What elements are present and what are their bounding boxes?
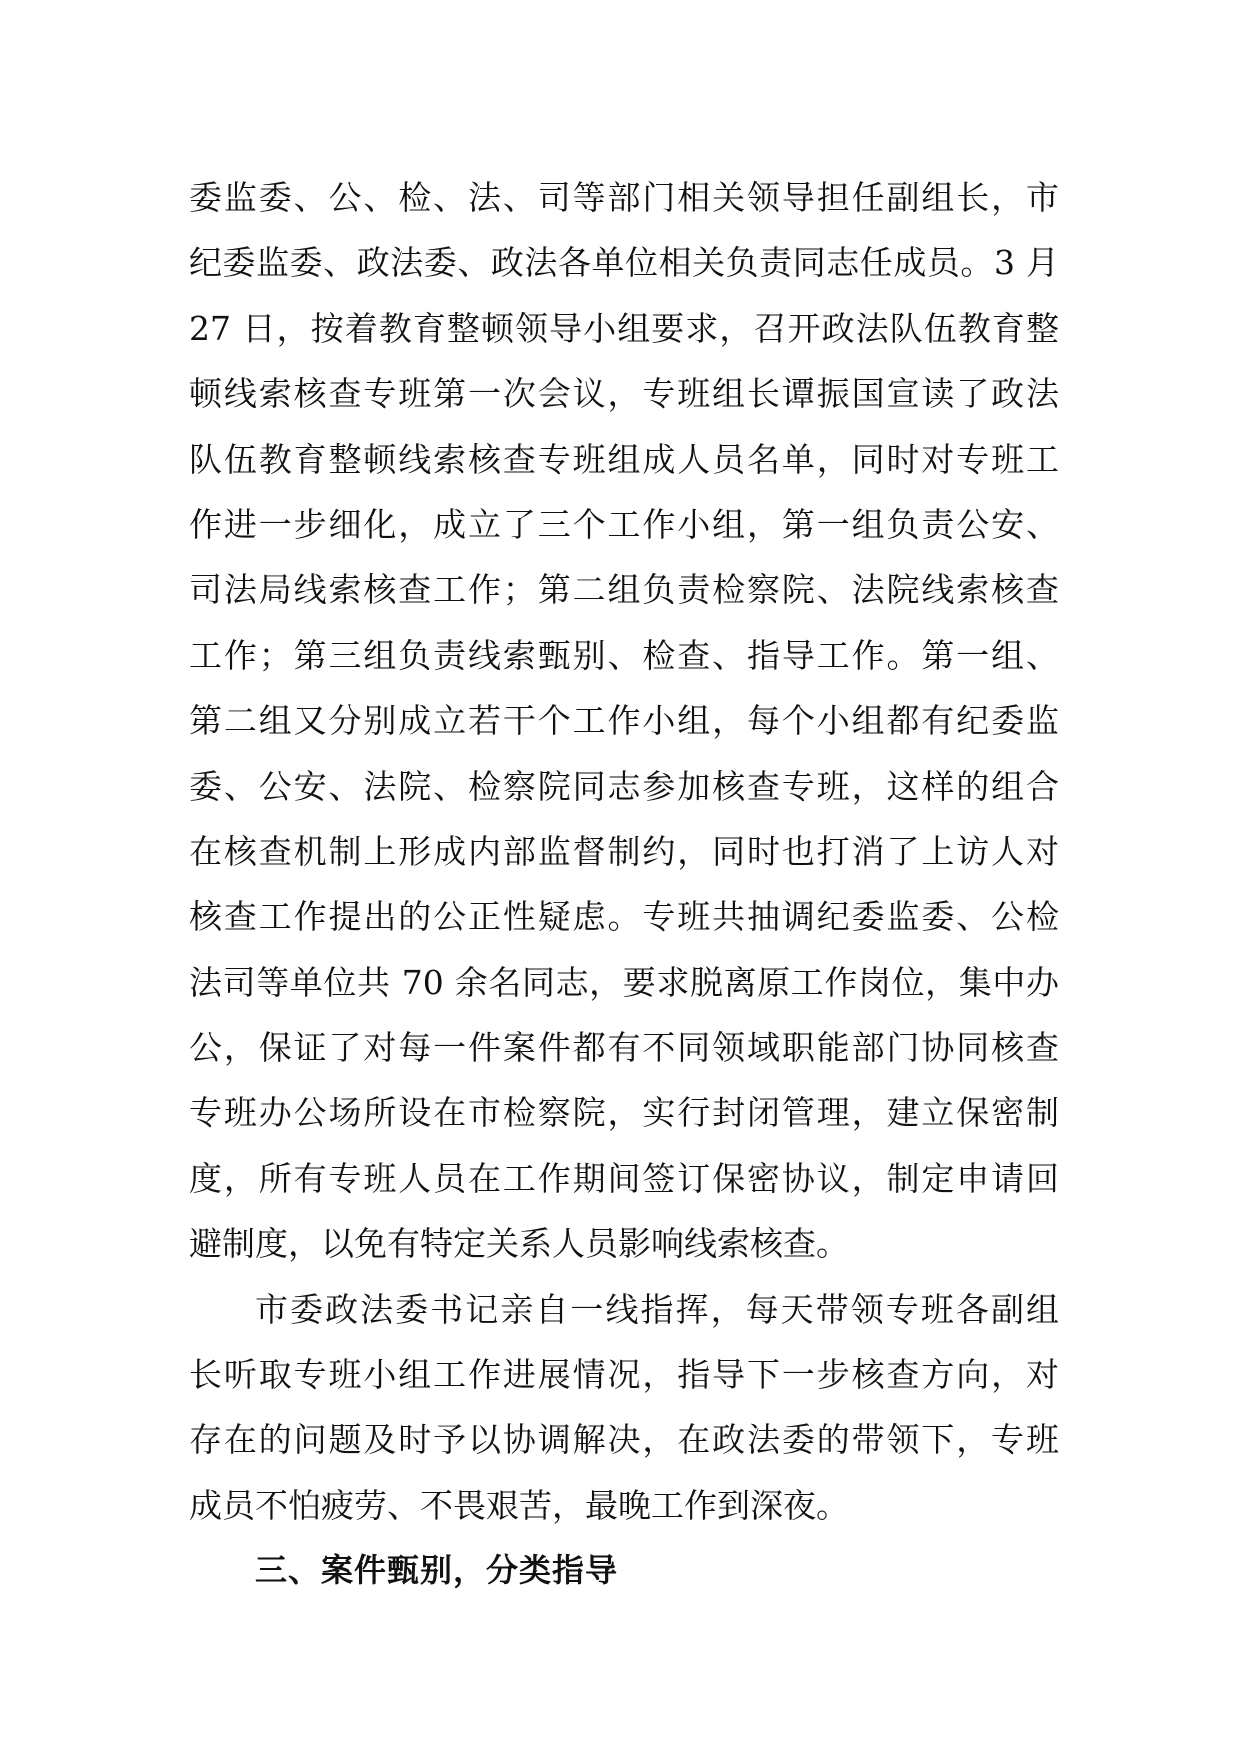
text-line: 公，保证了对每一件案件都有不同领域职能部门协同核查 xyxy=(189,1028,1059,1068)
text-line: 工作；第三组负责线索甄别、检查、指导工作。第一组、 xyxy=(189,635,1059,675)
text-line: 避制度，以免有特定关系人员影响线索核查。 xyxy=(189,1224,849,1264)
document-body xyxy=(189,165,1059,1604)
text-line: 顿线索核查专班第一次会议，专班组长谭振国宣读了政法 xyxy=(189,374,1059,414)
text-line: 第二组又分别成立若干个工作小组，每个小组都有纪委监 xyxy=(189,701,1059,741)
text-line: 队伍教育整顿线索核查专班组成人员名单，同时对专班工 xyxy=(189,439,1059,479)
text-line: 作进一步细化，成立了三个工作小组，第一组负责公安、 xyxy=(189,504,1059,544)
text-line: 市委政法委书记亲自一线指挥，每天带领专班各副组 xyxy=(255,1289,1059,1329)
text-line: 27 日，按着教育整顿领导小组要求，召开政法队伍教育整 xyxy=(189,308,1059,348)
text-line: 司法局线索核查工作；第二组负责检察院、法院线索核查 xyxy=(189,570,1059,610)
text-line: 度，所有专班人员在工作期间签订保密协议，制定申请回 xyxy=(189,1158,1059,1198)
text-line: 存在的问题及时予以协调解决，在政法委的带领下，专班 xyxy=(189,1420,1059,1460)
paragraph-2 xyxy=(189,1277,1059,1539)
text-line: 成员不怕疲劳、不畏艰苦，最晚工作到深夜。 xyxy=(189,1485,849,1525)
text-line: 在核查机制上形成内部监督制约，同时也打消了上访人对 xyxy=(189,831,1059,871)
paragraph-1 xyxy=(189,165,1059,1277)
text-line: 核查工作提出的公正性疑虑。专班共抽调纪委监委、公检 xyxy=(189,897,1059,937)
section-heading: 三、案件甄别，分类指导 xyxy=(255,1551,619,1590)
text-line: 委、公安、法院、检察院同志参加核查专班，这样的组合 xyxy=(189,766,1059,806)
text-line: 法司等单位共 70 余名同志，要求脱离原工作岗位，集中办 xyxy=(189,962,1059,1002)
text-line: 纪委监委、政法委、政法各单位相关负责同志任成员。3 月 xyxy=(189,243,1059,283)
text-line: 长听取专班小组工作进展情况，指导下一步核查方向，对 xyxy=(189,1355,1059,1395)
text-line: 委监委、公、检、法、司等部门相关领导担任副组长，市 xyxy=(189,178,1059,217)
text-line: 专班办公场所设在市检察院，实行封闭管理，建立保密制 xyxy=(189,1093,1059,1133)
